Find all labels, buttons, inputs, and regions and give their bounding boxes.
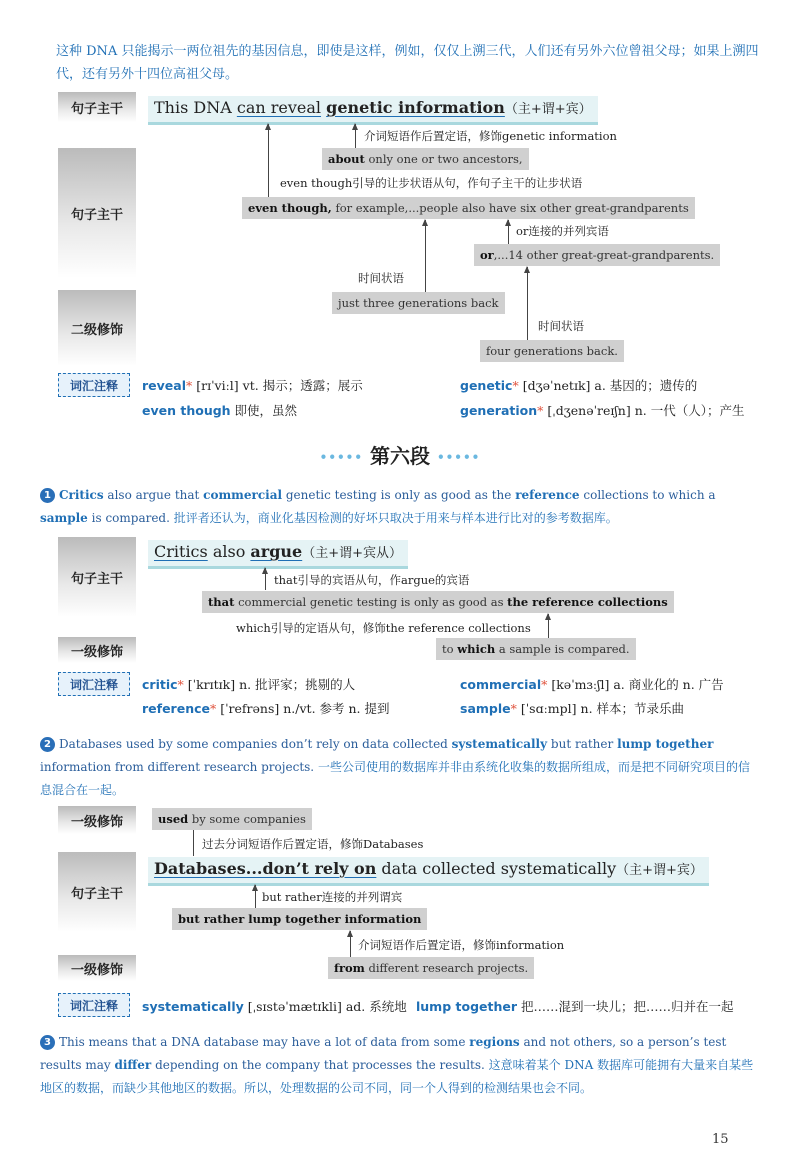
d1-branch-even-though: even though, for example,...people also have six other great-grandparents [242, 197, 695, 219]
d3-main-clause: Databases...don’t rely on data collected systematically（主+谓+宾） [148, 857, 709, 886]
d1-branch-three-generations: just three generations back [332, 292, 505, 314]
label-main-clause-3: 句子主干 [58, 537, 136, 617]
d1-main-clause: This DNA can reveal genetic information（主+谓+宾） [148, 96, 598, 125]
d3-branch-but-rather: but rather lump together information [172, 908, 427, 930]
page-number: 15 [712, 1132, 729, 1147]
vocab-generation: generation* [ˌdʒenəˈreɪʃn] n. 一代（人）；产生 [460, 403, 745, 418]
vocab-systematically: systematically [ˌsɪstəˈmætɪkli] ad. 系统地 [142, 999, 407, 1014]
paragraph-2: 2 Databases used by some companies don’t rely on data collected systematically but rather lump together information from different research projects. 一些公司使用的数据库并非由系统化收集的数据所组成，而是把不同研究项目的信息混合在一起。 [40, 737, 750, 797]
d3-connector-used [193, 830, 195, 856]
d1-arrow-3 [508, 220, 509, 244]
d2-main-clause: Critics also argue（主+谓+宾从） [148, 540, 408, 569]
d1-arrow-4 [425, 220, 426, 292]
vocab-tag-3: 词汇注释 [58, 993, 130, 1017]
label-level1-2: 一级修饰 [58, 806, 136, 834]
label-level1-3: 一级修饰 [58, 955, 136, 981]
d2-branch-that: that commercial genetic testing is only as good as the reference collections [202, 591, 674, 613]
vocab-even-though: even though 即使，虽然 [142, 403, 298, 418]
label-level2: 二级修饰 [58, 290, 136, 366]
d1-branch-four-generations: four generations back. [480, 340, 624, 362]
d3-note-1: but rather连接的并列谓宾 [262, 890, 403, 904]
d1-note-1: 介词短语作后置定语，修饰genetic information [364, 129, 617, 143]
vocab-genetic: genetic* [dʒəˈnetɪk] a. 基因的；遗传的 [460, 378, 698, 393]
paragraph-3: 3 This means that a DNA database may have a lot of data from some regions and not others, so a person’s test results may differ depending on the company that processes the results. 这意味着某个 DNA 数据库可能拥有大量来自某些地区的数据，而缺少其他地区的数据。所以，处理数据的公司不同，同一个人得到的检测结果也会不同。 [40, 1035, 754, 1095]
vocab-sample: sample* [ˈsɑːmpl] n. 样本；节录乐曲 [460, 701, 685, 716]
vocab-tag-2: 词汇注释 [58, 672, 130, 696]
d3-note-2: 介词短语作后置定语，修饰information [358, 938, 565, 952]
d1-note-5: 时间状语 [538, 319, 584, 333]
d1-note-4: 时间状语 [358, 271, 404, 285]
vocab-critic: critic* [ˈkrɪtɪk] n. 批评家；挑剔的人 [142, 677, 356, 692]
d2-note-1: that引导的宾语从句，作argue的宾语 [274, 573, 470, 587]
d2-branch-which: to which a sample is compared. [436, 638, 636, 660]
d1-branch-about: about only one or two ancestors, [322, 148, 529, 170]
d1-arrow-1 [355, 124, 356, 148]
vocab-commercial: commercial* [kəˈmɜːʃl] a. 商业化的 n. 广告 [460, 677, 724, 692]
section-title: ••••• 第六段 ••••• [319, 444, 481, 468]
vocab-reveal: reveal* [rɪˈviːl] vt. 揭示；透露；展示 [142, 378, 363, 393]
vocab-tag-1: 词汇注释 [58, 373, 130, 397]
d1-arrow-5 [527, 267, 528, 341]
vocab-lump-together: lump together 把……混到一块儿；把……归并在一起 [416, 999, 734, 1014]
d2-note-2: which引导的定语从句，修饰the reference collections [236, 621, 531, 635]
d3-arrow-1 [255, 885, 256, 909]
vocab-reference: reference* [ˈrefrəns] n./vt. 参考 n. 提到 [142, 701, 390, 716]
d1-note-3: or连接的并列宾语 [516, 224, 609, 238]
d1-arrow-2 [268, 124, 269, 198]
label-main-clause-4: 句子主干 [58, 852, 136, 932]
label-main-clause: 句子主干 [58, 92, 136, 122]
label-main-clause-2: 句子主干 [58, 148, 136, 278]
paragraph-1: 1 Critics also argue that commercial genetic testing is only as good as the reference collections to which a sample is compared. 批评者还认为，商业化基因检测的好坏只取决于用来与样本进行比对的参考数据库。 [40, 488, 716, 525]
d3-branch-used: used by some companies [152, 808, 312, 830]
d3-arrow-2 [350, 931, 351, 957]
d3-note-0: 过去分词短语作后置定语，修饰Databases [202, 837, 424, 851]
d3-branch-from: from different research projects. [328, 957, 534, 979]
d2-arrow-2 [548, 614, 549, 638]
label-level1: 一级修饰 [58, 637, 136, 663]
d1-note-2: even though引导的让步状语从句，作句子主干的让步状语 [280, 176, 583, 190]
d2-arrow-1 [265, 568, 266, 590]
d1-branch-or: or,...14 other great-great-grandparents. [474, 244, 720, 266]
intro-translation: 这种 DNA 只能揭示一两位祖先的基因信息，即使是这样，例如，仅仅上溯三代，人们还有另外六位曾祖父母；如果上溯四代，还有另外十四位高祖父母。 [56, 44, 759, 82]
